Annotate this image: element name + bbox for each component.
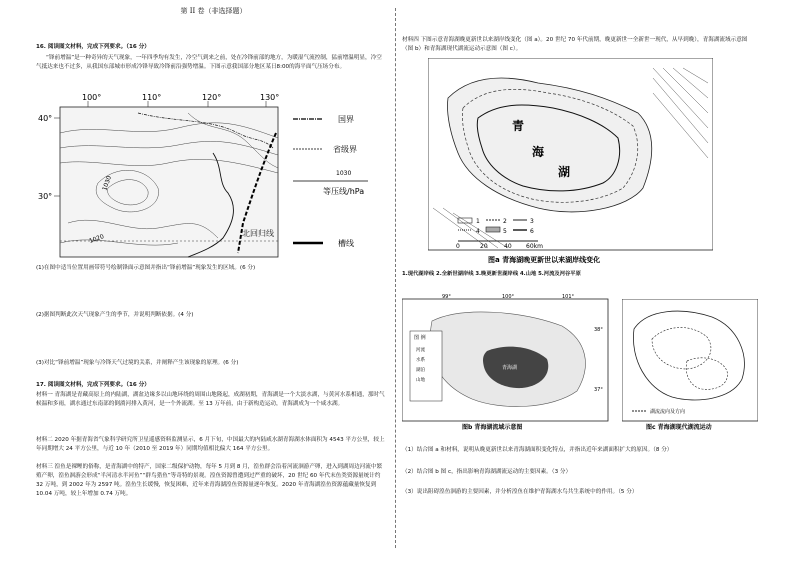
- q16-sub1: (1)在图中适当位置用画带符号绘制锋面示意图并指出“锋前增温”现象发生的区域。(6 分): [36, 265, 256, 271]
- fig-b-legend-3: 湖泊: [416, 368, 425, 373]
- q17-heading: 17. 阅读图文材料，完成下列要求。（16 分）: [36, 382, 150, 388]
- legend-shengji: 省级界: [333, 145, 357, 154]
- tropic-label: 北回归线: [242, 229, 274, 238]
- map-legend: [293, 115, 368, 248]
- fig-a-leg-5: 5: [503, 228, 507, 235]
- fig-a-scale-40: 40: [504, 243, 512, 250]
- figure-b: [402, 291, 612, 431]
- lat-30: 30°: [38, 192, 53, 201]
- fig-b-lat-38: 38°: [594, 327, 603, 333]
- lon-110: 110°: [142, 93, 162, 102]
- figure-a: [428, 58, 713, 270]
- fig-a-lake-2: 海: [532, 145, 545, 159]
- fig-a-note: 1.现代湖岸线 2.全新世湖岸线 3.晚更新世湖岸线 4.山地 5.河流及河谷平原: [402, 271, 581, 277]
- section-title: 第 II 卷（非选择题）: [180, 7, 247, 15]
- fig-a-scale-0: 0: [456, 243, 460, 250]
- isobar-map: [38, 93, 388, 263]
- lat-40: 40°: [38, 114, 53, 123]
- fig-b-lat-37: 37°: [594, 387, 603, 393]
- fig-a-leg-1: 1: [476, 218, 480, 225]
- fig-a-scale-20: 20: [480, 243, 488, 250]
- fig-a-leg-6: 6: [530, 228, 534, 235]
- fig-b-legend-4: 山地: [416, 378, 425, 383]
- q16-sub3: (3)对比“锋前增温”现象与冷锋天气过境的关系，并阐释产生该现象的原理。(6 分): [36, 360, 239, 366]
- figure-b-svg: [402, 291, 612, 431]
- left-column: [36, 6, 391, 554]
- q17-sub1: （1）结合图 a 和材料，说明从晚更新世以来青海湖面积变化特点，并指出近年来湖面积扩大的原因。（8 分）: [402, 447, 673, 453]
- legend-isobar: 等压线/hPa: [323, 187, 365, 196]
- q16-intro: “锋前增温”是一种奇异的天气现象，一年四季均有发生，冷空气到来之前，处在冷锋前部的地方，为暖湿气流控制，猛前增温明显，冷空气抵达来也不过多，从我国东部城市形成冷锋导致冷锋前沿强势增温。下图示意我国部分地区某日8:00的海平面气压场分布。: [36, 55, 382, 70]
- fig-b-legend-2: 水系: [416, 358, 425, 363]
- q17-material-4: 材料四 下图示意青海湖晚更新世以来湖岸线变化（图 a）。20 世纪 70 年代前期，晚更新世一全新世一现代，从早到晚），青海湖流域示意图（图 b）和青海湖现代湖流运动示意图（图 c）。: [402, 37, 748, 52]
- legend-isobar-value: 1030: [336, 170, 352, 177]
- figure-c-svg: [622, 299, 758, 431]
- q17-sub3: （3）说出阻碍湟鱼洄游的主要因素，并分析湟鱼在维护青海湖水鸟共生系统中的作用。（5 分）: [402, 489, 638, 495]
- fig-b-title: 图b 青海湖流域示意图: [462, 424, 523, 431]
- fig-a-lake-3: 湖: [558, 165, 571, 179]
- fig-b-lon-100: 100°: [502, 294, 515, 300]
- fig-a-leg-2: 2: [503, 218, 507, 225]
- fig-a-leg-3: 3: [530, 218, 534, 225]
- q17-material-1: 材料一 青海湖是青藏高原上的内陆湖，湖盆边缘多以山地环绕的周围山地隆起，成湖初期，青海湖是一个大淡水湖，与黄河水系相通，那时气候温和多雨，湖水通过东南部的倒淌河排入黄河，是一个外流湖。至 13 万年前，由于新构造运动，青海湖成为一个咸水湖。: [36, 392, 385, 407]
- fig-c-title: 图c 青海湖现代湖流运动: [646, 424, 712, 431]
- fig-a-title: 图a 青海湖晚更新世以来湖岸线变化: [488, 256, 601, 264]
- fig-a-leg-4: 4: [476, 228, 480, 235]
- q17-material-2: 材料二 2020 年据青海省气象科学研究所卫星遥感资料监测显示，6 月下旬，中国最大的内陆咸水湖青海湖水体面积为 4543 平方公里，较上年同期增大 24 平方公里，与近 10 年（2010 至 2019 年）同期均值相比偏大 164 平方公里。: [36, 437, 385, 452]
- figure-c: [622, 299, 758, 431]
- fig-b-lon-101: 101°: [562, 294, 575, 300]
- isobar-label-1020: 1020: [88, 233, 106, 245]
- column-divider: [395, 8, 396, 548]
- fig-b-legend-1: 河流: [416, 348, 425, 353]
- fig-a-scale-60: 60km: [526, 243, 543, 250]
- q16-sub2: (2)据图判断此次天气现象产生的季节，并说明判断依据。(4 分): [36, 312, 194, 318]
- lon-100: 100°: [82, 93, 102, 102]
- fig-a-lake-1: 青: [512, 119, 525, 133]
- isobar-map-svg: [38, 93, 388, 263]
- lon-130: 130°: [260, 93, 280, 102]
- q16-heading: 16. 阅读图文材料，完成下列要求。（16 分）: [36, 44, 150, 50]
- legend-guojie: 国界: [338, 115, 354, 124]
- fig-b-lake: 青海湖: [502, 365, 518, 371]
- fig-b-lon-99: 99°: [442, 294, 451, 300]
- q17-sub2: （2）结合图 b 图 c，指出影响青海湖湖流运动的主要因素。（3 分）: [402, 469, 572, 475]
- lon-120: 120°: [202, 93, 222, 102]
- right-column: [402, 6, 758, 554]
- fig-b-legend-title: 图 例: [414, 335, 426, 341]
- figure-a-svg: [428, 58, 713, 270]
- q17-material-3: 材料三 湟鱼是裸鲤的俗称，是青海湖中的特产，国家二级保护动物，每年 5 月到 8 月，湟鱼群会沿着河流洄游产卵，进入到湖周边河流中繁殖产卵，湟鱼洄游会形成“半河清水半河鱼”“群鸟猎鱼”等奇特的景观。湟鱼资源曾遭到过严重的破坏，20 世纪 60 年代末鱼类资源量统计约 32 万吨，到 2002 年为 2597 吨。湟鱼生长缓慢，恢复困难，近年来青海湖湟鱼资源量逐年恢复。2020 年青海湖湟鱼资源蕴藏量恢复到 10.04 万吨，较上年增加 0.74 万吨。: [36, 464, 383, 497]
- fig-c-legend: 湖流流向及方向: [650, 409, 686, 415]
- legend-trough: 槽线: [338, 239, 354, 248]
- isobar-label-1030: 1030: [101, 174, 114, 192]
